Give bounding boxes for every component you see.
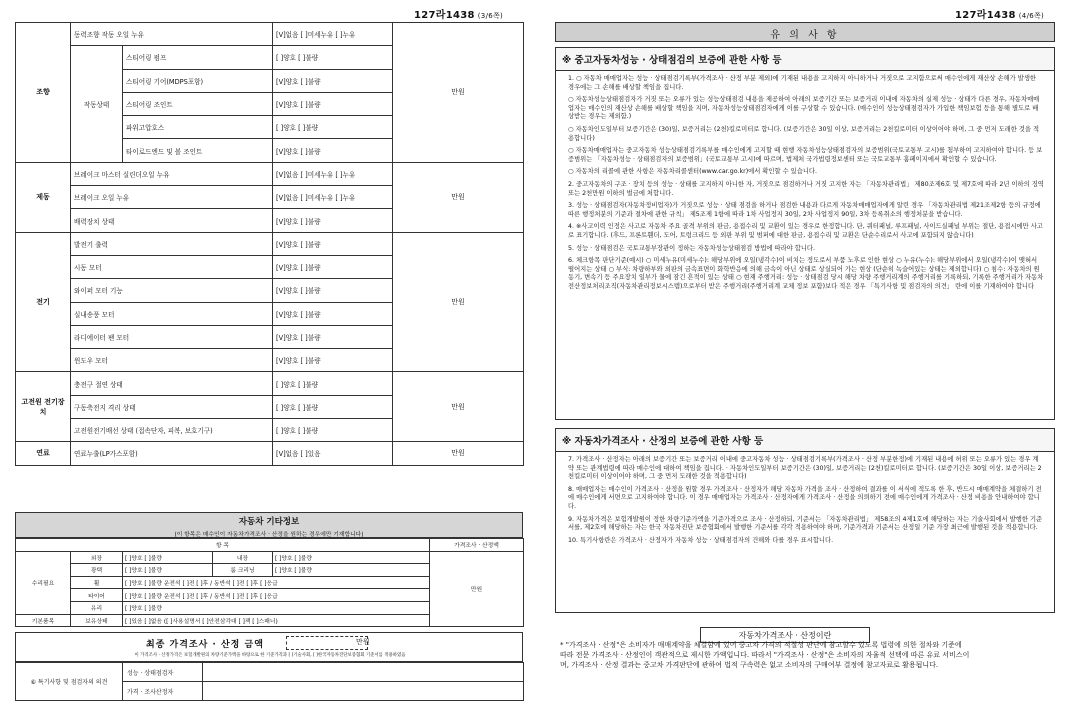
- inspection-options[interactable]: [ ]양호 [ ]불량: [273, 395, 393, 418]
- notice-paragraph: ○ 자동차매매업자는 중고자동차 성능상태점검기록부를 매수인에게 고지할 때 현행 자동차성능상태점검자의 보증범위(국토교통부 고시)를 첨부하여 고지하여야 합니다. 등 보증범위는 「자동차성능 · 상태점검자의 보증범위」(국토교통부 고시)에 따르며, 법제처 국가법령정보센터 또는 국토교통부 홈페이지에서 확인할 수 있습니다.: [568, 147, 1043, 163]
- etc-info-header: [15, 512, 523, 538]
- etc-row-label: 휠: [71, 576, 123, 589]
- inspection-price-cell: 만원: [393, 442, 524, 465]
- etc-col-price: 가격조사 · 산정액: [430, 539, 524, 552]
- etc-row-label: 외장: [71, 551, 123, 564]
- inspection-row: [16, 372, 524, 395]
- inspection-options[interactable]: [V]양호 [ ]불량: [273, 325, 393, 348]
- inspection-item: 발전기 출력: [71, 232, 273, 255]
- notice-paragraph: ○ 자동차의 리콜에 관한 사항은 자동차리콜센터(www.car.go.kr)에서 확인할 수 있습니다.: [568, 168, 818, 176]
- notice-paragraph: ○ 자동차성능상태점검자가 거짓 또는 오류가 있는 성능상태점검 내용을 제공하여 아래의 보증기간 또는 보증거리 이내에 자동차의 실제 성능 · 상태가 다른 경우, 자동차매매업자는 매수인의 재산상 손해를 배상할 책임을 지며, 자동차성능상태점검자에게 이를 구상할 수 있습니다. (매수인이 성능상태점검자가 가입한 책임보험 등을 통해 별도로 배상받는 경우는 제외함.): [568, 96, 1040, 121]
- inspection-item: 구동축전지 격리 상태: [71, 395, 273, 418]
- final-price-row: [15, 632, 523, 662]
- etc-col-item: 항 목: [16, 539, 430, 552]
- etc-row-options: [ ]양호 [ ]불량 운전석 [ ]전 [ ]후 / 동반석 [ ]전 [ ]후 [ ]응급: [123, 576, 430, 589]
- inspection-options[interactable]: [V]없음 [ ]미세누유 [ ]누유: [273, 23, 393, 46]
- inspection-item: 실내송풍 모터: [71, 302, 273, 325]
- etc-info-table: [15, 538, 524, 627]
- inspection-options[interactable]: [ ]양호 [ ]불량: [273, 46, 393, 69]
- inspection-item: 브레이크 마스터 실린더오일 누유: [71, 162, 273, 185]
- final-price-title: 최종 가격조사 · 산정 금액: [146, 640, 264, 650]
- inspection-item: 파워고압호스: [123, 116, 273, 139]
- opinion-label: ⑥ 특기사항 및 점검자의 의견: [16, 663, 123, 701]
- inspection-item: 라디에이터 팬 모터: [71, 325, 273, 348]
- etc-price-cell: 만원: [430, 551, 524, 627]
- page-label: (4/6쪽): [1018, 12, 1045, 20]
- inspection-options[interactable]: [V]양호 [ ]불량: [273, 279, 393, 302]
- notice-paragraph: 9. 자동차가격은 보험개발원이 정한 차량기준가액을 기준가격으로 조사 · 산정하되, 기준서는 「자동차관리법」 제58조의 4제1호에 해당하는 자는 기술사회에서 발행한 기준서를, 제2호에 해당하는 자는 한국 자동차진단 보증협회에서 발행한 기준서를 각각 적용하여야 하며, 기준가격과 기준서는 산정일 기준 가장 최근에 발행된 것을 적용합니다.: [568, 515, 1043, 532]
- notice-paragraph: 10. 특기사항란은 가격조사 · 산정자가 자동차 성능 · 상태점검자의 건해와 다를 경우 표시합니다.: [568, 536, 834, 544]
- etc-row-label: 내장: [213, 551, 273, 564]
- section-body: [556, 71, 1054, 291]
- opinion-appraiser-field[interactable]: [203, 682, 524, 701]
- inspection-options[interactable]: [V]양호 [ ]불량: [273, 232, 393, 255]
- notice-paragraph: 7. 가격조사 · 산정자는 아래의 보증기간 또는 보증거리 이내에 중고자동차 성능 · 상태점검기록부(가격조사 · 산정 부분한정)에 기재된 내용에 허위 또는 오류가 있는 경우 계약 또는 관계법령에 따라 매수인에 대하여 책임을 집니다. · 자동차인도일부터 보증기간은 (30)일, 보증거리는 (2천)킬로미터로 합니다. (보증기간은 30일 이상, 보증거리는 2천킬로미터 이상이어야 하며, 그 중 먼저 도래한 것을 적용합니다): [568, 456, 1042, 481]
- inspection-options[interactable]: [V]양호 [ ]불량: [273, 302, 393, 325]
- inspection-item: 연료누출(LP가스포함): [71, 442, 273, 465]
- etc-row-label: 타이어: [71, 589, 123, 602]
- inspection-category: 전기: [16, 232, 71, 372]
- opinion-row-inspector: 성능 · 상태점검자: [123, 663, 203, 682]
- inspection-item: 충전구 절연 상태: [71, 372, 273, 395]
- inspection-options[interactable]: [V]양호 [ ]불량: [273, 69, 393, 92]
- notice-paragraph: 5. 성능 · 상태점검은 국토교통부장관이 정하는 자동차성능상태점검 방법에 따라야 합니다.: [568, 244, 816, 252]
- inspection-options[interactable]: [V]없음 [ ]미세누유 [ ]누유: [273, 186, 393, 209]
- inspection-item: 시동 모터: [71, 255, 273, 278]
- final-price-note: 이 가격조사 · 산정가격은 보험개발원의 차량기준가액을 바탕으로 한 기준가격과 [ ]기술사회, [ ]한국자동차진단보증협회 기준서를 적용하였음: [134, 653, 406, 658]
- inspection-row: [16, 162, 524, 185]
- inspection-row: [16, 23, 524, 46]
- inspection-price-cell: 만원: [393, 372, 524, 442]
- inspection-options[interactable]: [V]양호 [ ]불량: [273, 209, 393, 232]
- opinion-table: [15, 662, 524, 701]
- opinion-inspector-field[interactable]: [203, 663, 524, 682]
- inspection-price-cell: 만원: [393, 23, 524, 163]
- inspection-price-cell: 만원: [393, 232, 524, 372]
- section-title: ※ 자동차가격조사 · 산정의 보증에 관한 사항 등: [556, 429, 1054, 452]
- etc-row-options: [ ]양호 [ ]불량: [273, 551, 430, 564]
- inspection-item: 윈도우 모터: [71, 349, 273, 372]
- inspection-options[interactable]: [V]없음 [ ]미세누유 [ ]누유: [273, 162, 393, 185]
- inspection-table: [15, 22, 524, 466]
- inspection-options[interactable]: [V]양호 [ ]불량: [273, 255, 393, 278]
- inspection-item: 고전원전기배선 상태 (접속단자, 피복, 보호기구): [71, 419, 273, 442]
- notice-header: 유 의 사 항: [555, 22, 1055, 42]
- opinion-row-appraiser: 가격 · 조사산정자: [123, 682, 203, 701]
- appraisal-definition-text: * "가격조사 · 산정"은 소비자가 매매계약을 체결함에 있어 중고차 가격의 적절성 판단에 참고할수 있도록 법령에 의한 절차와 기준에 따라 전문 가격조사 · 산정인이 객관적으로 제시한 가액입니다. 따라서 "가격조사 · 산정"은 소비자의 자율적 선택에 따른 유료 서비스이며, 가격조사 · 산정 결과는 중고차 가격판단에 관하여 법적 구속력은 없고 소비자의 구매여부 결정에 참고자료로 활용됩니다.: [560, 641, 970, 669]
- notice-paragraph: 3. 성능 · 상태점검자(자동차정비업자)가 거짓으로 성능 · 상태 점검을 하거나 점검한 내용과 다르게 자동차매매업자에게 알린 경우 「자동차관리법 제21조제2항 등의 규정에 따른 행정처분의 기준과 절차에 관한 규칙」 제5조제 1항에 따라 1차 사업정지 30일, 2차 사업정지 90일, 3차 등록취소의 행정처분을 받습니다.: [568, 202, 1041, 218]
- basic-items-options: [ ]있음 [ ]없음 ([ ]사용설명서 [ ]안전삼각대 [ ]잭 [ ]스패너): [123, 614, 430, 627]
- etc-row-label: 룸 크리닝: [213, 564, 273, 577]
- notice-paragraph: 1. ○ 자동차 매매업자는 성능 · 상태점검기록부(가격조사 · 산정 부분 제외)에 기재된 내용을 고지하지 아니하거나 거짓으로 고지함으로써 매수인에게 재산상 손해가 발생한 경우에는 그 손해를 배상할 책임을 집니다.: [568, 75, 1036, 91]
- inspection-category: 조향: [16, 23, 71, 163]
- etc-row-options: [ ]양호 [ ]불량: [123, 601, 430, 614]
- inspection-category: 고전원 전기장치: [16, 372, 71, 442]
- inspection-subgroup: 작동상태: [71, 46, 123, 162]
- inspection-options[interactable]: [ ]양호 [ ]불량: [273, 372, 393, 395]
- notice-paragraph: 4. ※사고이력 인정은 사고로 자동차 주요 골격 부위의 판금, 용접수리 및 교환이 있는 경우로 한정합니다. 단, 쿼터패널, 루프패널, 사이드실패널 부위는 절단, 용접시에만 사고로 표기합니다. (후드, 프론트휀더, 도어, 트렁크리드 등 외판 부위 및 범퍼에 대한 판금, 용접수리 및 교환은 단순수리로서 사고에 포함되지 않습니다): [568, 223, 1043, 239]
- repair-needed-label: 수리필요: [16, 551, 71, 614]
- notice-paragraph: ○ 자동차인도일부터 보증기간은 (30)일, 보증거리는 (2천)킬로미터로 합니다. (보증기간은 30일 이상, 보증거리는 2천킬로미터 이상이어야 하며, 그 중 먼저 도래한 것을 적용합니다): [568, 125, 1040, 142]
- document-number: 127라1438 (4/6쪽): [955, 10, 1045, 21]
- inspection-category: 연료: [16, 442, 71, 465]
- basic-items-sub: 보유상태: [71, 614, 123, 627]
- inspection-options[interactable]: [ ]양호 [ ]불량: [273, 419, 393, 442]
- inspection-row: [16, 442, 524, 465]
- notice-paragraph: 2. 중고자동차의 구조 · 장치 등의 성능 · 상태를 고지하지 아니한 자, 거짓으로 점검하거나 거짓 고지한 자는 「자동차관리법」 제80조제6호 및 제7호에 따라 2년 이하의 징역 또는 2천만원 이하의 벌금에 처합니다.: [568, 180, 1044, 197]
- inspection-options[interactable]: [V]양호 [ ]불량: [273, 349, 393, 372]
- inspection-item: 스티어링 기어(MDPS포함): [123, 69, 273, 92]
- notice-paragraph: 6. 체크항목 판단기준(예시) ○ 미세누유(미세누수): 해당부위에 오일(냉각수)이 비치는 정도로서 부품 노후로 인한 현상 ○ 누유(누수): 해당부위에서 오일(냉각수)이 맺혀서 떨어지는 상태 ○ 부식: 차량하부와 외판의 금속표면이 화학반응에 의해 금속이 아닌 상태로 상실되어 가는 현상 (단순히 녹슬어있는 상태는 제외합니다) ○ 침수: 자동차의 원동기, 변속기 등 주요장치 일부가 물에 잠긴 흔적이 있는 상태 ○ 현재 주행거리: 성능 · 상태점검 당시 해당 차량 주행거리계의 주행거리를 기록하되, 기록한 주행거리가 자동차전산정보처리조직(자동차관리정보시스템)으로부터 받은 주행거리(주행거리계 교체 정보 포함)보다 적은 경우 「특기사항 및 점검자의 의견」 란에 이를 기재하여야 합니다: [568, 257, 1044, 290]
- inspection-options[interactable]: [V]양호 [ ]불량: [273, 92, 393, 115]
- final-price-unit: 만원: [356, 638, 370, 646]
- form-page-3: [0, 0, 530, 721]
- inspection-options[interactable]: [V]없음 [ ]있음: [273, 442, 393, 465]
- inspection-item: 배력장치 상태: [71, 209, 273, 232]
- inspection-item: 스티어링 펌프: [123, 46, 273, 69]
- etc-row-options: [ ]양호 [ ]불량 운전석 [ ]전 [ ]후 / 동반석 [ ]전 [ ]후 [ ]응급: [123, 589, 430, 602]
- inspection-item: 브레이크 오일 누유: [71, 186, 273, 209]
- inspection-item: 동력조향 작동 오일 누유: [71, 23, 273, 46]
- basic-items-label: 기본품목: [16, 614, 71, 627]
- section-body: [556, 452, 1054, 545]
- inspection-row: [16, 232, 524, 255]
- inspection-options[interactable]: [ ]양호 [ ]불량: [273, 116, 393, 139]
- etc-info-subtitle: (이 항목은 매수인이 자동차가격조사 · 산정을 원하는 경우에만 기재합니다): [174, 532, 364, 538]
- etc-row-options: [ ]양호 [ ]불량: [123, 564, 213, 577]
- inspection-item: 스티어링 조인트: [123, 92, 273, 115]
- etc-row-options: [ ]양호 [ ]불량: [123, 551, 213, 564]
- inspection-item: 와이퍼 모터 기능: [71, 279, 273, 302]
- notice-section-appraisal: [555, 428, 1055, 613]
- etc-row-label: 광택: [71, 564, 123, 577]
- inspection-price-cell: 만원: [393, 162, 524, 232]
- etc-row-options: [ ]양호 [ ]불량: [273, 564, 430, 577]
- inspection-category: 제동: [16, 162, 71, 232]
- inspection-item: 타이로드엔드 및 볼 조인트: [123, 139, 273, 162]
- inspection-options[interactable]: [V]양호 [ ]불량: [273, 139, 393, 162]
- page-label: (3/6쪽): [477, 12, 504, 20]
- notice-section-inspection: [555, 47, 1055, 420]
- etc-row-label: 유리: [71, 601, 123, 614]
- appraisal-definition-title: 자동차가격조사 · 산정이란: [700, 627, 870, 643]
- notice-paragraph: 8. 매매업자는 매수인이 가격조사 · 산정을 원할 경우 가격조사 · 산정자가 해당 자동차 가격을 조사 · 산정하여 결과를 이 서식에 적도록 한 후, 반드시 매매계약을 체결하기 전에 매수인에게 서면으로 고지하여야 합니다. 이 경우 매매업자는 가격조사 · 산정자에게 가격조사 · 산정을 의뢰하기 전에 매수인에게 가격조사 · 산정 비용을 안내하여야 합니다.: [568, 485, 1042, 510]
- section-title: ※ 중고자동차성능 · 상태점검의 보증에 관한 사항 등: [556, 48, 1054, 71]
- etc-info-title: 자동차 기타정보: [238, 517, 300, 527]
- document-number: 127라1438 (3/6쪽): [414, 10, 504, 21]
